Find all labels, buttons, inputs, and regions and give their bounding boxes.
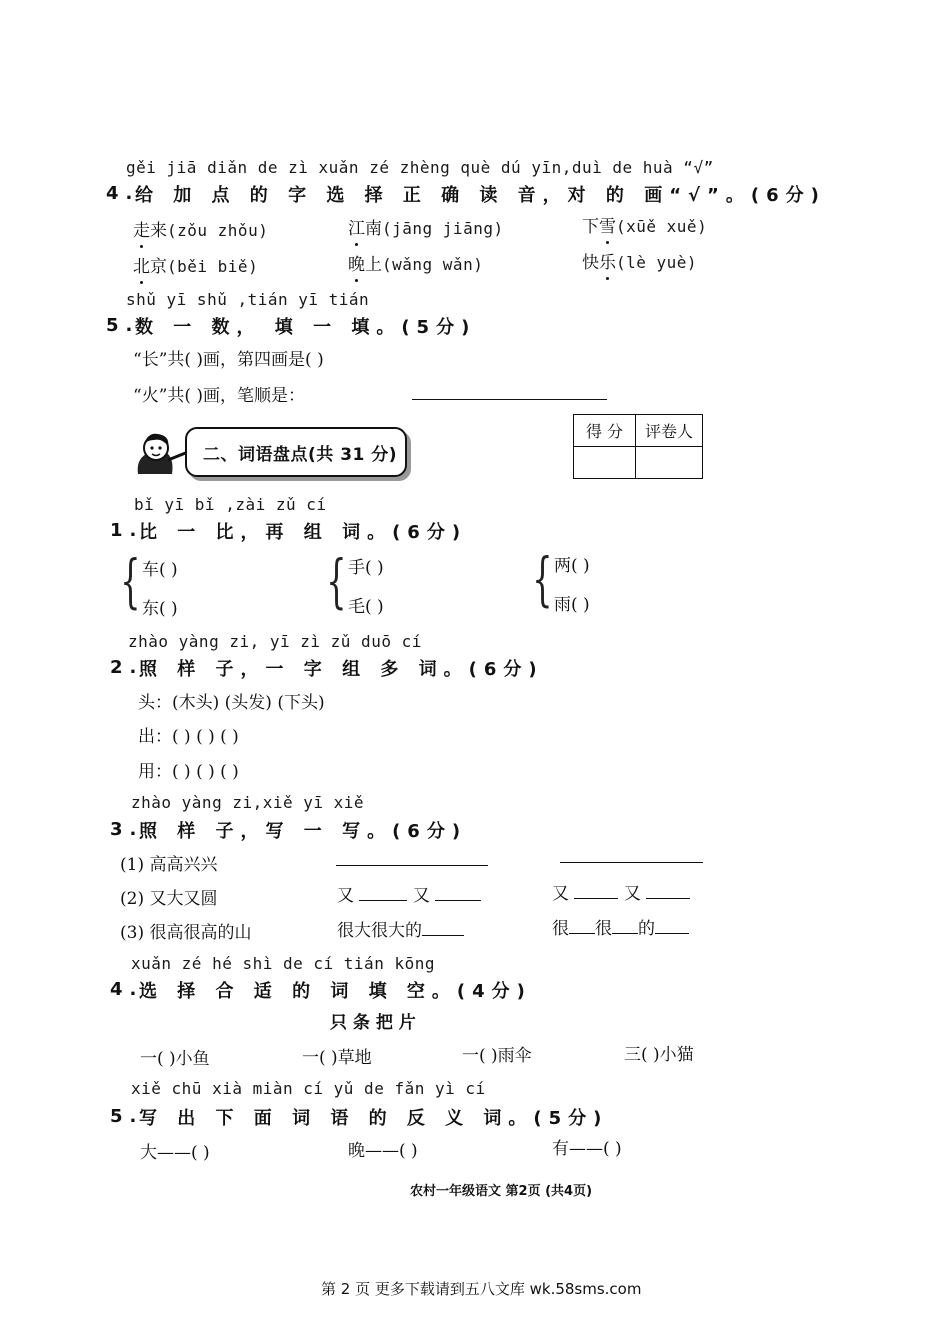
s2-q1-title: 比 一 比，再 组 词。(6分) xyxy=(139,522,468,543)
s2-q5-title: 写 出 下 面 词 语 的 反 义 词。(5分) xyxy=(139,1108,609,1129)
s2-q4-number: 4. xyxy=(110,979,144,1000)
pair1-top: 车( ) xyxy=(142,560,178,580)
s2-q3-row3-label: (3) 很高很高的山 xyxy=(120,923,252,943)
s2-q5-pinyin: xiě chū xià miàn cí yǔ de fǎn yì cí xyxy=(131,1079,486,1098)
s2-q3-row2-answer-a: 又 又 xyxy=(337,881,481,906)
s2-q5-antonym-wan: 晚——( ) xyxy=(348,1141,418,1161)
grader-header: 评卷人 xyxy=(636,415,703,447)
q5-line-chang: “长”共( )画，第四画是( ) xyxy=(133,350,324,370)
q4-title: 给 加 点 的 字 选 择 正 确 读 音，对 的 画“√”。(6分) xyxy=(135,185,826,206)
section-banner-title: 二、词语盘点(共 31 分) xyxy=(203,445,398,465)
s2-q3-row1-blank-a xyxy=(336,865,488,866)
s2-q2-row-chu: 出：( ) ( ) ( ) xyxy=(138,727,239,747)
s2-q2-row-yong: 用：( ) ( ) ( ) xyxy=(138,762,239,782)
student-mascot-icon xyxy=(132,430,192,478)
s2-q5-antonym-you: 有——( ) xyxy=(552,1139,622,1159)
s2-q5-antonym-da: 大——( ) xyxy=(140,1143,210,1163)
pair3-bottom: 雨( ) xyxy=(554,595,590,615)
q5-stroke-answer-line xyxy=(412,399,607,400)
q4-item-jiangnan: 江南(jāng jiāng) xyxy=(348,214,504,239)
s2-q3-title: 照 样 子，写 一 写。(6分) xyxy=(139,821,468,842)
q5-line-huo: “火”共( )画，笔顺是： xyxy=(133,386,306,406)
s2-q4-word-bank: 只 条 把 片 xyxy=(330,1013,416,1033)
s2-q4-blank-cat: 三( )小猫 xyxy=(624,1045,694,1065)
page-footer-exam: 农村一年级语文 第2页 (共4页) xyxy=(410,1184,593,1199)
score-header: 得 分 xyxy=(574,415,636,447)
q5-number: 5. xyxy=(106,315,140,336)
q4-number: 4. xyxy=(106,183,140,204)
pair1-bottom: 东( ) xyxy=(142,599,178,619)
s2-q2-title: 照 样 子，一 字 组 多 词。(6分) xyxy=(139,659,544,680)
brace-3: { xyxy=(532,545,553,613)
page-footer-source: 第 2 页 更多下载请到五八文库 wk.58sms.com xyxy=(321,1280,642,1298)
score-table xyxy=(573,414,703,479)
q4-item-beijing: 北京(běi biě) xyxy=(133,252,258,277)
grader-cell[interactable] xyxy=(636,447,703,479)
brace-1: { xyxy=(120,547,141,615)
s2-q3-row1-label: (1) 高高兴兴 xyxy=(120,855,218,875)
s2-q4-pinyin: xuǎn zé hé shì de cí tián kōng xyxy=(131,954,435,973)
s2-q4-blank-umbrella: 一( )雨伞 xyxy=(462,1046,532,1066)
s2-q1-pinyin: bǐ yī bǐ ,zài zǔ cí xyxy=(134,495,327,514)
s2-q2-pinyin: zhào yàng zi, yī zì zǔ duō cí xyxy=(128,632,422,651)
score-cell[interactable] xyxy=(574,447,636,479)
s2-q4-blank-fish: 一( )小鱼 xyxy=(140,1049,210,1069)
q4-item-xiaxue: 下雪(xūě xuě) xyxy=(582,212,707,237)
brace-2: { xyxy=(326,547,347,615)
s2-q3-row3-answer-a: 很大很大的 xyxy=(337,916,464,941)
pair2-top: 手( ) xyxy=(348,558,384,578)
s2-q3-number: 3. xyxy=(110,819,144,840)
s2-q3-pinyin: zhào yàng zi,xiě yī xiě xyxy=(131,793,365,812)
pair2-bottom: 毛( ) xyxy=(348,597,384,617)
s2-q4-blank-grass: 一( )草地 xyxy=(302,1048,372,1068)
s2-q3-row2-label: (2) 又大又圆 xyxy=(120,889,218,909)
s2-q5-number: 5. xyxy=(110,1106,144,1127)
s2-q3-row2-answer-b: 又 又 xyxy=(552,879,690,904)
section-banner xyxy=(185,427,407,477)
q4-item-wanshang: 晚上(wǎng wǎn) xyxy=(348,250,483,275)
pair3-top: 两( ) xyxy=(554,556,590,576)
s2-q1-number: 1. xyxy=(110,520,144,541)
s2-q3-row1-blank-b xyxy=(560,862,703,863)
s2-q2-example: 头：(木头) (头发) (下头) xyxy=(138,693,325,713)
s2-q3-row3-answer-b: 很 很 的 xyxy=(552,914,689,939)
q5-title: 数 一 数， 填 一 填。(5分) xyxy=(135,317,477,338)
q4-item-zoulai: 走来(zǒu zhǒu) xyxy=(133,216,268,241)
s2-q4-title: 选 择 合 适 的 词 填 空。(4分) xyxy=(139,981,532,1002)
q4-pinyin: gěi jiā diǎn de zì xuǎn zé zhèng què dú yīn,duì de huà “√” xyxy=(126,158,714,177)
q5-pinyin: shǔ yī shǔ ,tián yī tián xyxy=(126,290,370,309)
s2-q2-number: 2. xyxy=(110,657,144,678)
q4-item-kuaile: 快乐(lè yuè) xyxy=(582,248,697,273)
